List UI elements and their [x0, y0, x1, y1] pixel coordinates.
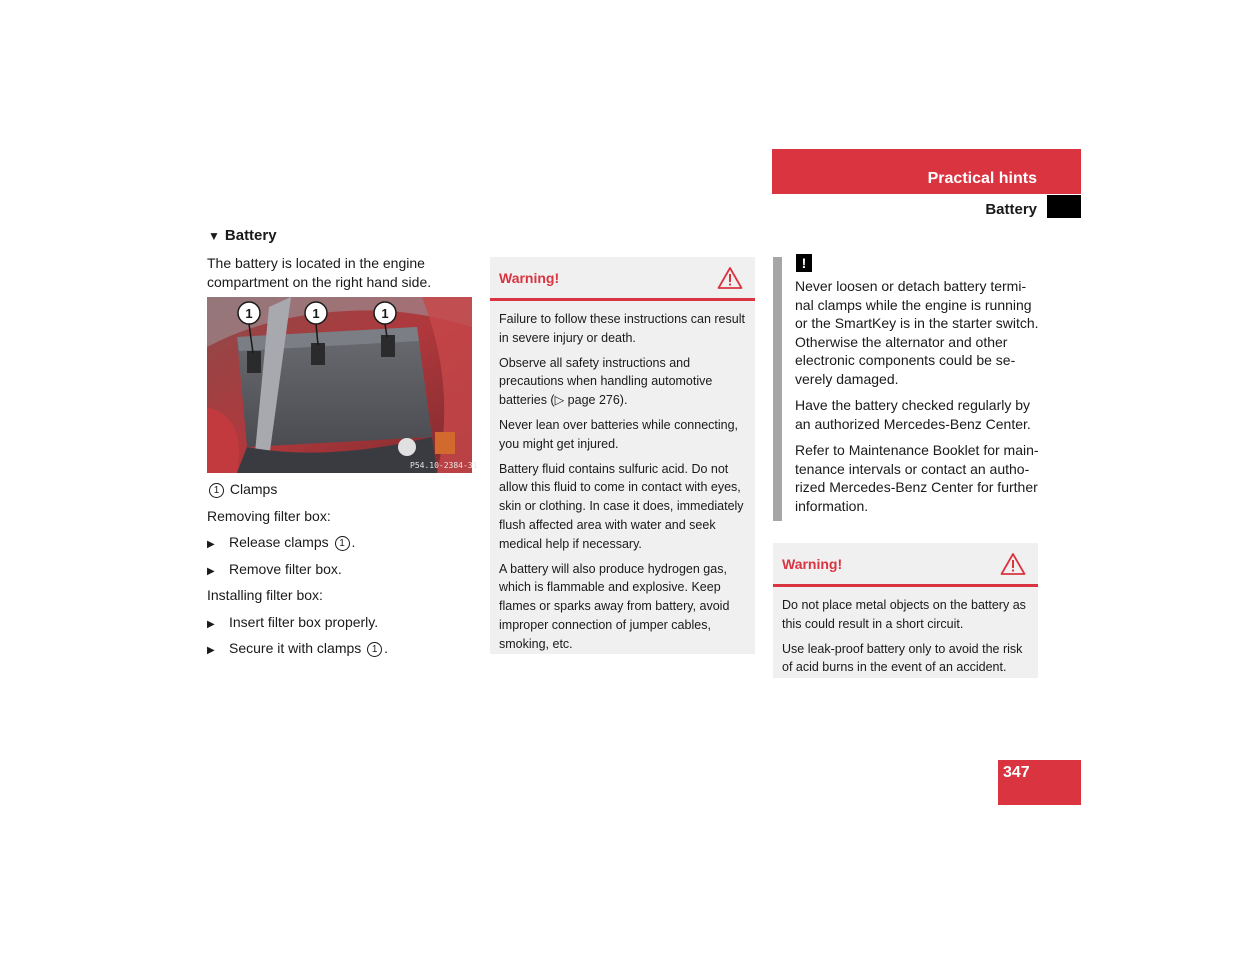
warning-triangle-icon [1000, 552, 1026, 576]
triangle-right-icon: ▶ [207, 566, 215, 577]
notice-paragraph: Never loosen or detach battery termi-nal clamps while the engine is running or the SmartKey is in the starter switch. Otherwise the alternator and other electronic components could be se-verely damaged. [795, 278, 1039, 387]
warning-paragraph: Observe all safety instructions and precautions when handling automotive batteries (▷ page 276). [499, 355, 713, 408]
section-title-text: Battery [224, 227, 277, 244]
callout-number: 1 [367, 642, 382, 657]
battery-illustration [207, 297, 472, 473]
warning-title: Warning! [782, 556, 843, 572]
chapter-title: Practical hints [927, 170, 1037, 187]
section-header: Battery [985, 201, 1037, 218]
notice-bar [773, 257, 782, 521]
step-remove-filter-box: ▶ Remove filter box. [207, 560, 342, 582]
triangle-right-icon: ▶ [207, 539, 215, 550]
svg-text:1: 1 [245, 306, 253, 321]
step-secure-clamps: ▶ Secure it with clamps 1 . [207, 639, 388, 661]
legend-item [207, 480, 277, 499]
header-marker [1047, 195, 1081, 218]
svg-text:1: 1 [312, 306, 320, 321]
callout-number: 1 [335, 536, 350, 551]
warning-paragraph: A battery will also produce hydrogen gas, which is flammable and explosive. Keep flames or sparks away from battery, avoid improper connection of jumper cables, smoking, etc. [499, 561, 730, 651]
warning-paragraph: Do not place metal objects on the battery as this could result in a short circuit. [782, 598, 1026, 631]
warning-header [490, 257, 755, 301]
callout-number: 1 [209, 483, 224, 498]
legend-text: Clamps [229, 481, 278, 497]
notice-paragraph: Have the battery checked regularly by an authorized Mercedes-Benz Center. [795, 397, 1031, 432]
installing-label: Installing filter box: [207, 587, 323, 603]
warning-triangle-icon [717, 266, 743, 290]
notice-paragraph: Refer to Maintenance Booklet for main-tenance intervals or contact an autho-rized Mercedes-Benz Center for further information. [795, 442, 1039, 514]
warning-title: Warning! [499, 270, 560, 286]
warning-paragraph: Use leak-proof battery only to avoid the risk of acid burns in the event of an accident. [782, 641, 1023, 675]
triangle-down-icon: ▼ [208, 229, 220, 243]
warning-paragraph: Failure to follow these instructions can result in severe injury or death. [499, 312, 745, 345]
svg-text:1: 1 [381, 306, 389, 321]
warning-paragraph: Battery fluid contains sulfuric acid. Do not allow this fluid to come in contact with eyes, skin or clothing. In case it does, immediately flush affected area with water and seek medical help if necessary. [499, 461, 744, 551]
warning-box-short-circuit [773, 543, 1038, 678]
intro-text: The battery is located in the engine compartment on the right hand side. [207, 255, 432, 290]
warning-box-battery-handling [490, 257, 755, 654]
triangle-right-icon: ▶ [207, 619, 215, 630]
warning-paragraph: Never lean over batteries while connecting, you might get injured. [499, 417, 739, 451]
step-insert-filter-box: ▶ Insert filter box properly. [207, 613, 378, 635]
notice-text [795, 277, 1043, 523]
battery-photo [207, 297, 472, 473]
removing-label: Removing filter box: [207, 508, 331, 524]
section-title [208, 227, 277, 244]
page-number: 347 [1003, 764, 1030, 781]
notice-icon: ! [796, 254, 812, 272]
warning-header [773, 543, 1038, 587]
image-code: P54.10-2384-31 [410, 461, 478, 470]
triangle-right-icon: ▶ [207, 645, 215, 656]
step-release-clamps: ▶ Release clamps 1 . [207, 533, 355, 555]
